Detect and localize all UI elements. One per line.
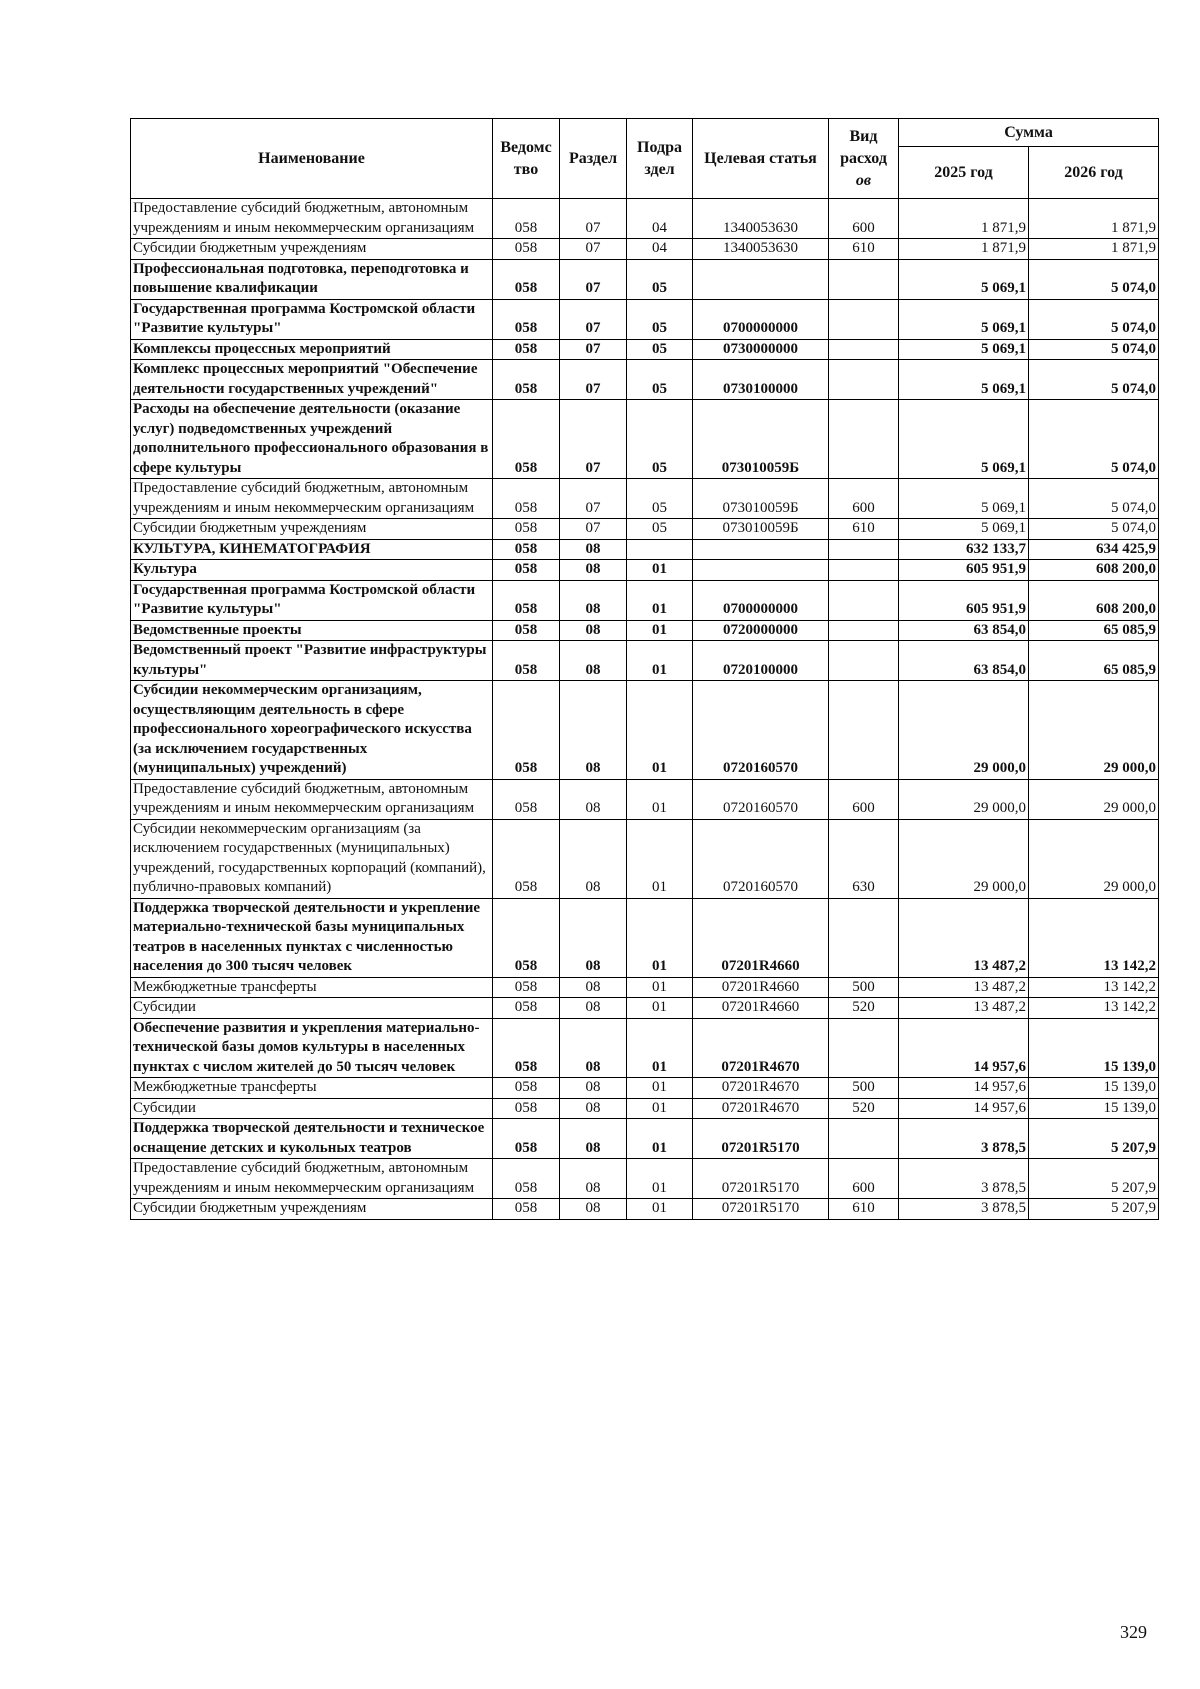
cell-razdel: 07 (560, 339, 627, 360)
cell-sum-2025: 5 069,1 (899, 360, 1029, 400)
cell-razdel: 07 (560, 299, 627, 339)
cell-razdel: 07 (560, 259, 627, 299)
table-row (131, 1098, 1159, 1119)
cell-name: Субсидии некоммерческим организациям (за исключением государственных (муниципальных) учреждений, государственных корпораций (компаний), публично-правовых компаний) (131, 819, 493, 898)
table-row (131, 580, 1159, 620)
cell-sum-2025: 632 133,7 (899, 539, 1029, 560)
cell-vid-raskhodov (829, 400, 899, 479)
cell-sum-2025: 3 878,5 (899, 1199, 1029, 1220)
cell-sum-2025: 29 000,0 (899, 819, 1029, 898)
header-vid-raskhodov (829, 119, 899, 199)
cell-sum-2026: 5 074,0 (1029, 339, 1159, 360)
cell-podrazdel: 05 (627, 400, 693, 479)
cell-name: Комплекс процессных мероприятий "Обеспечение деятельности государственных учреждений" (131, 360, 493, 400)
cell-celevaya-statya: 07201R5170 (693, 1199, 829, 1220)
cell-vid-raskhodov (829, 1018, 899, 1078)
cell-sum-2025: 14 957,6 (899, 1098, 1029, 1119)
table-row (131, 1018, 1159, 1078)
cell-celevaya-statya: 0720100000 (693, 641, 829, 681)
cell-vid-raskhodov: 600 (829, 779, 899, 819)
cell-name: Субсидии (131, 1098, 493, 1119)
cell-razdel: 08 (560, 641, 627, 681)
cell-podrazdel: 01 (627, 620, 693, 641)
cell-celevaya-statya: 073010059Б (693, 479, 829, 519)
cell-celevaya-statya: 1340053630 (693, 239, 829, 260)
cell-razdel: 08 (560, 998, 627, 1019)
cell-name: Субсидии бюджетным учреждениям (131, 519, 493, 540)
cell-sum-2026: 1 871,9 (1029, 239, 1159, 260)
cell-razdel: 08 (560, 1159, 627, 1199)
cell-razdel: 08 (560, 1199, 627, 1220)
header-podrazdel: Подра здел (627, 119, 693, 199)
cell-sum-2025: 29 000,0 (899, 681, 1029, 780)
cell-vid-raskhodov: 600 (829, 479, 899, 519)
cell-sum-2026: 29 000,0 (1029, 779, 1159, 819)
cell-sum-2026: 5 074,0 (1029, 259, 1159, 299)
cell-sum-2026: 13 142,2 (1029, 998, 1159, 1019)
cell-podrazdel: 05 (627, 259, 693, 299)
cell-vid-raskhodov: 600 (829, 199, 899, 239)
cell-podrazdel: 01 (627, 1199, 693, 1220)
cell-razdel: 07 (560, 360, 627, 400)
cell-celevaya-statya: 0720160570 (693, 779, 829, 819)
cell-podrazdel: 01 (627, 898, 693, 977)
cell-sum-2026: 15 139,0 (1029, 1078, 1159, 1099)
cell-vedomstvo: 058 (493, 998, 560, 1019)
cell-vid-raskhodov (829, 641, 899, 681)
cell-razdel: 08 (560, 580, 627, 620)
cell-vid-raskhodov: 520 (829, 998, 899, 1019)
cell-vedomstvo: 058 (493, 479, 560, 519)
cell-celevaya-statya: 0700000000 (693, 580, 829, 620)
cell-name: Профессиональная подготовка, переподготовка и повышение квалификации (131, 259, 493, 299)
cell-sum-2025: 5 069,1 (899, 400, 1029, 479)
cell-vedomstvo: 058 (493, 1119, 560, 1159)
cell-razdel: 08 (560, 1078, 627, 1099)
cell-sum-2026: 29 000,0 (1029, 819, 1159, 898)
cell-name: Государственная программа Костромской области "Развитие культуры" (131, 299, 493, 339)
cell-sum-2026: 5 074,0 (1029, 299, 1159, 339)
budget-table (130, 118, 1159, 1220)
cell-celevaya-statya: 0700000000 (693, 299, 829, 339)
cell-vedomstvo: 058 (493, 1018, 560, 1078)
cell-vedomstvo: 058 (493, 620, 560, 641)
cell-name: Субсидии бюджетным учреждениям (131, 1199, 493, 1220)
cell-vid-raskhodov (829, 360, 899, 400)
cell-razdel: 08 (560, 539, 627, 560)
table-row (131, 998, 1159, 1019)
cell-podrazdel: 01 (627, 641, 693, 681)
cell-podrazdel: 05 (627, 360, 693, 400)
cell-podrazdel (627, 539, 693, 560)
cell-celevaya-statya: 07201R4670 (693, 1018, 829, 1078)
cell-podrazdel: 01 (627, 1119, 693, 1159)
cell-sum-2026: 29 000,0 (1029, 681, 1159, 780)
cell-celevaya-statya: 073010059Б (693, 400, 829, 479)
cell-sum-2025: 14 957,6 (899, 1078, 1029, 1099)
table-row (131, 239, 1159, 260)
cell-celevaya-statya: 07201R4660 (693, 977, 829, 998)
table-row (131, 779, 1159, 819)
cell-celevaya-statya: 07201R4660 (693, 898, 829, 977)
cell-vedomstvo: 058 (493, 819, 560, 898)
table-row (131, 560, 1159, 581)
cell-podrazdel: 01 (627, 1159, 693, 1199)
cell-sum-2026: 608 200,0 (1029, 560, 1159, 581)
cell-celevaya-statya (693, 259, 829, 299)
cell-name: Субсидии (131, 998, 493, 1019)
table-row (131, 819, 1159, 898)
cell-vid-raskhodov (829, 259, 899, 299)
cell-name: Субсидии бюджетным учреждениям (131, 239, 493, 260)
cell-vid-raskhodov (829, 620, 899, 641)
cell-razdel: 08 (560, 1119, 627, 1159)
table-row (131, 977, 1159, 998)
cell-celevaya-statya: 07201R5170 (693, 1159, 829, 1199)
cell-podrazdel: 05 (627, 479, 693, 519)
cell-sum-2025: 13 487,2 (899, 998, 1029, 1019)
cell-name: Предоставление субсидий бюджетным, автономным учреждениям и иным некоммерческим организациям (131, 479, 493, 519)
cell-sum-2026: 65 085,9 (1029, 620, 1159, 641)
cell-sum-2025: 5 069,1 (899, 479, 1029, 519)
cell-celevaya-statya: 1340053630 (693, 199, 829, 239)
table-row (131, 539, 1159, 560)
cell-sum-2025: 13 487,2 (899, 977, 1029, 998)
cell-name: КУЛЬТУРА, КИНЕМАТОГРАФИЯ (131, 539, 493, 560)
cell-vid-raskhodov: 520 (829, 1098, 899, 1119)
cell-sum-2025: 5 069,1 (899, 519, 1029, 540)
cell-podrazdel: 01 (627, 819, 693, 898)
cell-celevaya-statya: 0730100000 (693, 360, 829, 400)
table-row (131, 1119, 1159, 1159)
cell-celevaya-statya: 07201R4670 (693, 1098, 829, 1119)
cell-razdel: 07 (560, 400, 627, 479)
cell-sum-2025: 14 957,6 (899, 1018, 1029, 1078)
cell-name: Обеспечение развития и укрепления материально-технической базы домов культуры в населенных пунктах с числом жителей до 50 тысяч человек (131, 1018, 493, 1078)
table-row (131, 898, 1159, 977)
cell-sum-2026: 65 085,9 (1029, 641, 1159, 681)
cell-sum-2026: 5 207,9 (1029, 1199, 1159, 1220)
cell-celevaya-statya: 07201R5170 (693, 1119, 829, 1159)
cell-vedomstvo: 058 (493, 1098, 560, 1119)
cell-vedomstvo: 058 (493, 339, 560, 360)
cell-sum-2025: 5 069,1 (899, 299, 1029, 339)
cell-sum-2026: 5 074,0 (1029, 479, 1159, 519)
header-vid-line2: ов (855, 171, 872, 189)
table-body (131, 199, 1159, 1220)
cell-sum-2026: 15 139,0 (1029, 1018, 1159, 1078)
table-row (131, 199, 1159, 239)
header-razdel: Раздел (560, 119, 627, 199)
cell-podrazdel: 01 (627, 1078, 693, 1099)
cell-sum-2026: 15 139,0 (1029, 1098, 1159, 1119)
cell-vid-raskhodov: 500 (829, 977, 899, 998)
cell-sum-2026: 5 074,0 (1029, 400, 1159, 479)
cell-razdel: 08 (560, 779, 627, 819)
cell-podrazdel: 04 (627, 239, 693, 260)
cell-vedomstvo: 058 (493, 779, 560, 819)
cell-name: Комплексы процессных мероприятий (131, 339, 493, 360)
cell-podrazdel: 01 (627, 1018, 693, 1078)
cell-celevaya-statya: 073010059Б (693, 519, 829, 540)
cell-vid-raskhodov (829, 299, 899, 339)
cell-celevaya-statya: 0730000000 (693, 339, 829, 360)
cell-podrazdel: 01 (627, 560, 693, 581)
cell-sum-2026: 13 142,2 (1029, 977, 1159, 998)
header-vid-line1: Вид расход (840, 127, 887, 167)
cell-vid-raskhodov: 500 (829, 1078, 899, 1099)
cell-vedomstvo: 058 (493, 400, 560, 479)
cell-name: Субсидии некоммерческим организациям, осуществляющим деятельность в сфере профессионального хореографического искусства (за исключением государственных (муниципальных) учреждений) (131, 681, 493, 780)
cell-name: Поддержка творческой деятельности и укрепление материально-технической базы муниципальных театров в населенных пунктах с численностью населения до 300 тысяч человек (131, 898, 493, 977)
cell-razdel: 08 (560, 977, 627, 998)
page-number: 329 (1120, 1622, 1147, 1642)
cell-vedomstvo: 058 (493, 641, 560, 681)
table-row (131, 299, 1159, 339)
cell-celevaya-statya: 0720000000 (693, 620, 829, 641)
cell-sum-2025: 63 854,0 (899, 641, 1029, 681)
cell-sum-2026: 5 074,0 (1029, 519, 1159, 540)
cell-sum-2025: 605 951,9 (899, 580, 1029, 620)
table-row (131, 479, 1159, 519)
cell-celevaya-statya: 0720160570 (693, 681, 829, 780)
cell-podrazdel: 01 (627, 977, 693, 998)
cell-sum-2025: 605 951,9 (899, 560, 1029, 581)
cell-vid-raskhodov (829, 1119, 899, 1159)
cell-podrazdel: 05 (627, 299, 693, 339)
cell-vedomstvo: 058 (493, 519, 560, 540)
table-row (131, 360, 1159, 400)
cell-razdel: 08 (560, 681, 627, 780)
cell-sum-2026: 1 871,9 (1029, 199, 1159, 239)
cell-name: Предоставление субсидий бюджетным, автономным учреждениям и иным некоммерческим организациям (131, 1159, 493, 1199)
cell-podrazdel: 01 (627, 580, 693, 620)
cell-razdel: 08 (560, 620, 627, 641)
cell-celevaya-statya: 0720160570 (693, 819, 829, 898)
cell-vid-raskhodov (829, 560, 899, 581)
cell-razdel: 08 (560, 819, 627, 898)
table-row (131, 641, 1159, 681)
cell-sum-2025: 13 487,2 (899, 898, 1029, 977)
cell-podrazdel: 01 (627, 681, 693, 780)
cell-vedomstvo: 058 (493, 898, 560, 977)
table-row (131, 681, 1159, 780)
cell-podrazdel: 01 (627, 779, 693, 819)
cell-podrazdel: 05 (627, 519, 693, 540)
cell-podrazdel: 01 (627, 1098, 693, 1119)
cell-vedomstvo: 058 (493, 1159, 560, 1199)
cell-vid-raskhodov: 610 (829, 1199, 899, 1220)
cell-vid-raskhodov: 630 (829, 819, 899, 898)
cell-name: Межбюджетные трансферты (131, 977, 493, 998)
cell-celevaya-statya: 07201R4670 (693, 1078, 829, 1099)
cell-sum-2025: 29 000,0 (899, 779, 1029, 819)
table-row (131, 519, 1159, 540)
cell-podrazdel: 05 (627, 339, 693, 360)
cell-sum-2025: 3 878,5 (899, 1119, 1029, 1159)
cell-sum-2026: 5 074,0 (1029, 360, 1159, 400)
cell-vedomstvo: 058 (493, 1078, 560, 1099)
header-year-2026: 2026 год (1029, 147, 1159, 199)
cell-sum-2026: 608 200,0 (1029, 580, 1159, 620)
cell-sum-2026: 634 425,9 (1029, 539, 1159, 560)
cell-vid-raskhodov (829, 681, 899, 780)
cell-vid-raskhodov (829, 539, 899, 560)
cell-vid-raskhodov: 610 (829, 239, 899, 260)
table-row (131, 339, 1159, 360)
cell-vedomstvo: 058 (493, 299, 560, 339)
cell-vedomstvo: 058 (493, 977, 560, 998)
table-row (131, 259, 1159, 299)
table-row (131, 1199, 1159, 1220)
cell-vedomstvo: 058 (493, 560, 560, 581)
cell-vedomstvo: 058 (493, 239, 560, 260)
cell-podrazdel: 04 (627, 199, 693, 239)
cell-sum-2025: 5 069,1 (899, 339, 1029, 360)
cell-celevaya-statya: 07201R4660 (693, 998, 829, 1019)
cell-vedomstvo: 058 (493, 199, 560, 239)
cell-sum-2025: 63 854,0 (899, 620, 1029, 641)
cell-vid-raskhodov: 610 (829, 519, 899, 540)
table-row (131, 1159, 1159, 1199)
cell-vedomstvo: 058 (493, 539, 560, 560)
cell-vedomstvo: 058 (493, 580, 560, 620)
cell-razdel: 07 (560, 239, 627, 260)
cell-razdel: 08 (560, 1098, 627, 1119)
header-celevaya-statya: Целевая статья (693, 119, 829, 199)
cell-name: Предоставление субсидий бюджетным, автономным учреждениям и иным некоммерческим организациям (131, 199, 493, 239)
cell-name: Ведомственный проект "Развитие инфраструктуры культуры" (131, 641, 493, 681)
cell-razdel: 07 (560, 479, 627, 519)
cell-razdel: 07 (560, 199, 627, 239)
cell-sum-2026: 13 142,2 (1029, 898, 1159, 977)
header-name: Наименование (131, 119, 493, 199)
cell-razdel: 07 (560, 519, 627, 540)
cell-name: Поддержка творческой деятельности и техническое оснащение детских и кукольных театров (131, 1119, 493, 1159)
cell-vid-raskhodov (829, 580, 899, 620)
cell-sum-2025: 1 871,9 (899, 239, 1029, 260)
cell-vedomstvo: 058 (493, 681, 560, 780)
cell-podrazdel: 01 (627, 998, 693, 1019)
cell-razdel: 08 (560, 560, 627, 581)
cell-sum-2025: 1 871,9 (899, 199, 1029, 239)
cell-vid-raskhodov: 600 (829, 1159, 899, 1199)
cell-name: Культура (131, 560, 493, 581)
cell-name: Межбюджетные трансферты (131, 1078, 493, 1099)
cell-vedomstvo: 058 (493, 360, 560, 400)
cell-sum-2025: 5 069,1 (899, 259, 1029, 299)
cell-sum-2025: 3 878,5 (899, 1159, 1029, 1199)
cell-vid-raskhodov (829, 339, 899, 360)
cell-sum-2026: 5 207,9 (1029, 1119, 1159, 1159)
cell-name: Ведомственные проекты (131, 620, 493, 641)
table-row (131, 400, 1159, 479)
cell-celevaya-statya (693, 539, 829, 560)
cell-vedomstvo: 058 (493, 1199, 560, 1220)
header-year-2025: 2025 год (899, 147, 1029, 199)
cell-razdel: 08 (560, 898, 627, 977)
cell-vedomstvo: 058 (493, 259, 560, 299)
table-row (131, 620, 1159, 641)
cell-razdel: 08 (560, 1018, 627, 1078)
cell-celevaya-statya (693, 560, 829, 581)
table-row (131, 1078, 1159, 1099)
cell-name: Государственная программа Костромской области "Развитие культуры" (131, 580, 493, 620)
header-vedomstvo: Ведомс тво (493, 119, 560, 199)
header-summa: Сумма (899, 119, 1159, 147)
cell-name: Расходы на обеспечение деятельности (оказание услуг) подведомственных учреждений дополнительного профессионального образования в сфере культуры (131, 400, 493, 479)
cell-name: Предоставление субсидий бюджетным, автономным учреждениям и иным некоммерческим организациям (131, 779, 493, 819)
cell-sum-2026: 5 207,9 (1029, 1159, 1159, 1199)
cell-vid-raskhodov (829, 898, 899, 977)
